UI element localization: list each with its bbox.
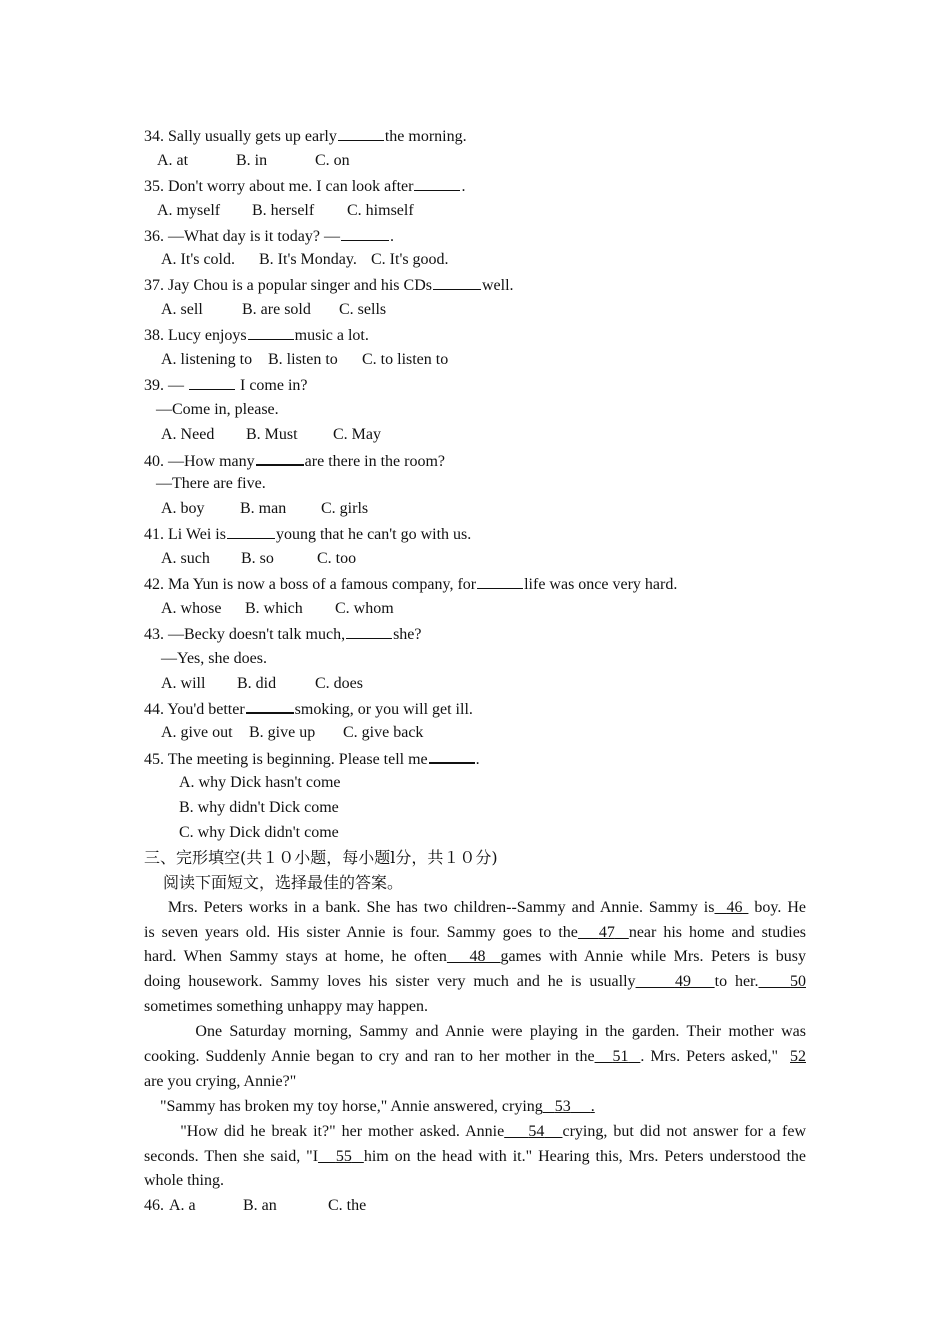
answer-blank (338, 124, 384, 141)
passage-line: Mrs. Peters works in a bank. She has two children--Sammy and Annie. Sammy is 46 boy. He (167, 898, 806, 916)
cloze-blank-46: 46 (726, 898, 743, 916)
answer-blank (433, 273, 481, 290)
cloze-blank-49: 49 (674, 973, 691, 991)
question-35: 35. Don't worry about me. I can look after . (144, 174, 806, 199)
cloze-blank-55: 55 (335, 1147, 352, 1165)
options-44: A. give out B. give up C. give back (161, 724, 424, 742)
options-42: A. whose B. which C. whom (161, 599, 394, 617)
option-45-a: A. why Dick hasn't come (179, 774, 341, 792)
question-46: 46. A. a B. an C. the (144, 1197, 367, 1215)
answer-blank (189, 373, 235, 390)
passage-line: seconds. Then she said, "I 55 him on the head with it." Hearing this, Mrs. Peters understood the (144, 1147, 806, 1165)
passage-line: hard. When Sammy stays at home, he often 48 games with Annie while Mrs. Peters is busy (144, 948, 806, 966)
passage-line: cooking. Suddenly Annie began to cry and ran to her mother in the 51 . Mrs. Peters asked," 52 (144, 1047, 806, 1065)
passage-paragraph-4 (144, 1120, 806, 1195)
section-instruction: 阅读下面短文，选择最佳的答案。 (163, 872, 404, 892)
options-35: A. myself B. herself C. himself (157, 201, 414, 219)
cloze-blank-50: 50 (790, 973, 806, 991)
passage-paragraph-2 (144, 1020, 806, 1095)
passage-line: are you crying, Annie?" (144, 1072, 297, 1090)
question-38: 38. Lucy enjoys music a lot. (144, 323, 806, 348)
question-39: 39. — I come in? (144, 373, 806, 398)
question-37: 37. Jay Chou is a popular singer and his CDs well. (144, 273, 806, 298)
answer-blank (256, 448, 304, 466)
options-41: A. such B. so C. too (161, 550, 357, 568)
answer-blank (246, 696, 294, 714)
passage-paragraph-3 (144, 1095, 806, 1120)
exam-page (144, 124, 806, 1219)
cloze-blank-53: 53 . (554, 1097, 595, 1115)
cloze-blank-51: 51 (612, 1047, 629, 1065)
options-40: A. boy B. man C. girls (161, 500, 369, 518)
question-42: 42. Ma Yun is now a boss of a famous company, for life was once very hard. (144, 572, 806, 597)
options-39: A. Need B. Must C. May (161, 425, 381, 443)
options-37: A. sell B. are sold C. sells (161, 301, 387, 319)
reply-43: —Yes, she does. (161, 649, 267, 667)
passage-line: "How did he break it?" her mother asked. Annie 54 crying, but did not answer for a few (180, 1122, 806, 1140)
answer-blank (429, 746, 475, 764)
question-45: 45. The meeting is beginning. Please tell me . (144, 746, 806, 771)
reply-39: —Come in, please. (156, 400, 279, 418)
reply-40: —There are five. (156, 475, 266, 493)
passage-line: One Saturday morning, Sammy and Annie were playing in the garden. Their mother was (195, 1023, 806, 1041)
option-45-c: C. why Dick didn't come (179, 823, 339, 841)
passage-line: sometimes something unhappy may happen. (144, 998, 428, 1016)
cloze-blank-52: 52 (790, 1047, 806, 1065)
passage-line: "Sammy has broken my toy horse," Annie answered, crying 53 . (160, 1097, 595, 1115)
answer-blank (227, 522, 275, 539)
passage-line: is seven years old. His sister Annie is four. Sammy goes to the 47 near his home and studies (144, 923, 806, 941)
question-41: 41. Li Wei is young that he can't go with us. (144, 522, 806, 547)
options-43: A. will B. did C. does (161, 674, 363, 692)
options-34: A. at B. in C. on (157, 151, 350, 169)
answer-blank (346, 622, 392, 639)
answer-blank (414, 174, 460, 191)
cloze-blank-48: 48 (469, 948, 486, 966)
options-38: A. listening to B. listen to C. to listen to (161, 351, 449, 369)
options-36: A. It's cold. B. It's Monday. C. It's good. (161, 251, 449, 269)
cloze-blank-54: 54 (528, 1122, 545, 1140)
answer-blank (477, 572, 523, 589)
question-36: 36. —What day is it today? — . (144, 224, 806, 249)
section-title: 三、完形填空(共１０小题，每小题l分，共１０分) (144, 847, 498, 867)
answer-blank (341, 224, 389, 241)
question-44: 44. You'd better smoking, or you will get ill. (144, 696, 806, 721)
option-45-b: B. why didn't Dick come (179, 799, 339, 817)
question-34: 34. Sally usually gets up early the morning. (144, 124, 806, 149)
passage-line: doing housework. Sammy loves his sister very much and he is usually 49 to her. 50 (144, 973, 806, 991)
question-40: 40. —How many are there in the room? (144, 448, 806, 473)
question-43: 43. —Becky doesn't talk much, she? (144, 622, 806, 647)
passage-paragraph-1 (144, 896, 806, 1020)
answer-blank (248, 323, 294, 340)
passage-line: whole thing. (144, 1172, 224, 1190)
cloze-blank-47: 47 (598, 923, 615, 941)
